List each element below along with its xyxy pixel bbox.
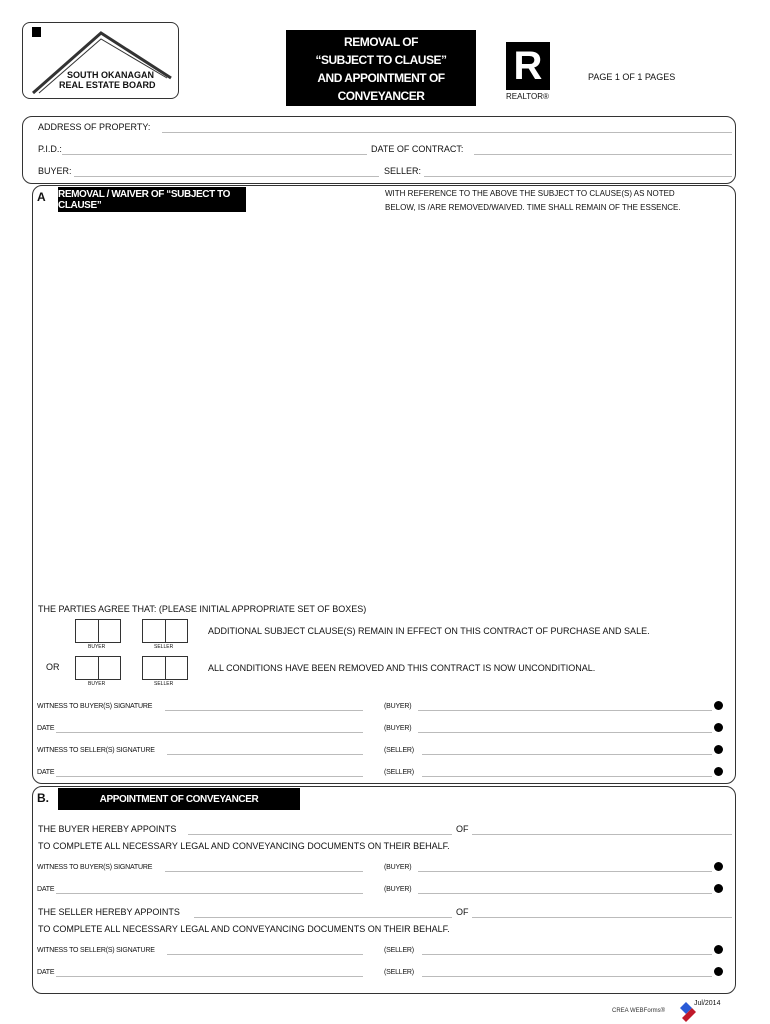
signature-bullet-icon xyxy=(714,723,723,732)
signature-bullet-icon xyxy=(714,862,723,871)
buyer-conveyancer-of-field[interactable] xyxy=(472,834,732,835)
witness-seller-field[interactable] xyxy=(167,754,363,755)
buyer-signature-field[interactable] xyxy=(418,732,712,733)
date-field[interactable] xyxy=(56,732,363,733)
witness-buyer-field[interactable] xyxy=(165,871,363,872)
seller-conveyancer-of-field[interactable] xyxy=(472,917,732,918)
section-a-title: REMOVAL / WAIVER OF “SUBJECT TO CLAUSE” xyxy=(58,187,246,212)
seller-conveyancer-field[interactable] xyxy=(194,917,452,918)
date-field[interactable] xyxy=(56,976,363,977)
date-field[interactable] xyxy=(56,893,363,894)
witness-buyer-field[interactable] xyxy=(165,710,363,711)
signature-bullet-icon xyxy=(714,745,723,754)
buyer-signature-field[interactable] xyxy=(418,893,712,894)
buyer-conveyancer-field[interactable] xyxy=(188,834,452,835)
seller-initial-box-1[interactable] xyxy=(142,619,188,643)
buyer-initial-box-1[interactable] xyxy=(75,619,121,643)
signature-bullet-icon xyxy=(714,701,723,710)
witness-seller-field[interactable] xyxy=(167,954,363,955)
signature-bullet-icon xyxy=(714,884,723,893)
date-field[interactable] xyxy=(56,776,363,777)
seller-field[interactable] xyxy=(424,176,732,177)
seller-initial-box-2[interactable] xyxy=(142,656,188,680)
address-field[interactable] xyxy=(162,132,732,133)
realtor-logo-icon: R xyxy=(506,42,550,90)
clause-text-area[interactable] xyxy=(36,220,730,600)
board-logo: SOUTH OKANAGAN REAL ESTATE BOARD xyxy=(22,22,179,99)
seller-signature-field[interactable] xyxy=(422,976,712,977)
buyer-initial-box-2[interactable] xyxy=(75,656,121,680)
section-b-title: APPOINTMENT OF CONVEYANCER xyxy=(58,788,300,810)
buyer-signature-field[interactable] xyxy=(418,710,712,711)
signature-bullet-icon xyxy=(714,767,723,776)
date-contract-field[interactable] xyxy=(474,154,732,155)
buyer-field[interactable] xyxy=(74,176,379,177)
signature-bullet-icon xyxy=(714,967,723,976)
seller-signature-field[interactable] xyxy=(422,776,712,777)
seller-signature-field[interactable] xyxy=(422,754,712,755)
seller-signature-field[interactable] xyxy=(422,954,712,955)
signature-bullet-icon xyxy=(714,945,723,954)
buyer-signature-field[interactable] xyxy=(418,871,712,872)
form-page: SOUTH OKANAGAN REAL ESTATE BOARD REMOVAL OF “SUBJECT TO CLAUSE” AND APPOINTMENT OF CONVEYANCER R REALTOR® PAGE 1 OF 1 PAGES ADDRESS OF PROPERTY: P.I.D.: DATE OF CONTRACT: BUYER: SELLER: A REMOVAL / WAIVER OF “SUBJECT TO CLAUSE” WITH REFERENCE TO THE ABOVE THE SUBJECT TO CLAUSE(S) AS NOTED BELOW, IS /ARE REMOVED/WAIVED. TIME SHALL REMAIN OF THE ESSENCE. THE PARTIES AGREE THAT: (PLEASE INITIAL APPROPRIATE SET OF BOXES) BUYER SELLER ADDITIONAL SUBJECT CLAUSE(S) REMAIN IN EFFECT ON THIS CONTRACT OF PURCHASE AND SALE. OR BUYER SELLER ALL CONDITIONS HAVE BEEN REMOVED AND THIS CONTRACT IS NOW UNCONDITIONAL. WITNESS TO BUYER(S) SIGNATURE (BUYER) DATE (BUYER) WITNESS TO SELLER(S) SIGNATURE (SELLER) DATE (SELLER) B. APPOINTMENT OF CONVEYANCER THE BUYER HEREBY APPOINTS OF TO COMPLETE ALL NECESSARY LEGAL AND CONVEYANCING DOCUMENTS ON THEIR BEHALF. WITNESS TO BUYER(S) SIGNATURE (BUYER) DATE (BUYER) THE SELLER HEREBY APPOINTS OF TO COMPLETE ALL NECESSARY LEGAL AND CONVEYANCING DOCUMENTS ON THEIR BEHALF. WITNESS TO SELLER(S) SIGNATURE (SELLER) DATE (SELLER) CREA WEBForms® Jul/2014 xyxy=(0,0,770,1024)
pid-field[interactable] xyxy=(62,154,367,155)
form-title: REMOVAL OF “SUBJECT TO CLAUSE” AND APPOINTMENT OF CONVEYANCER xyxy=(286,30,476,106)
